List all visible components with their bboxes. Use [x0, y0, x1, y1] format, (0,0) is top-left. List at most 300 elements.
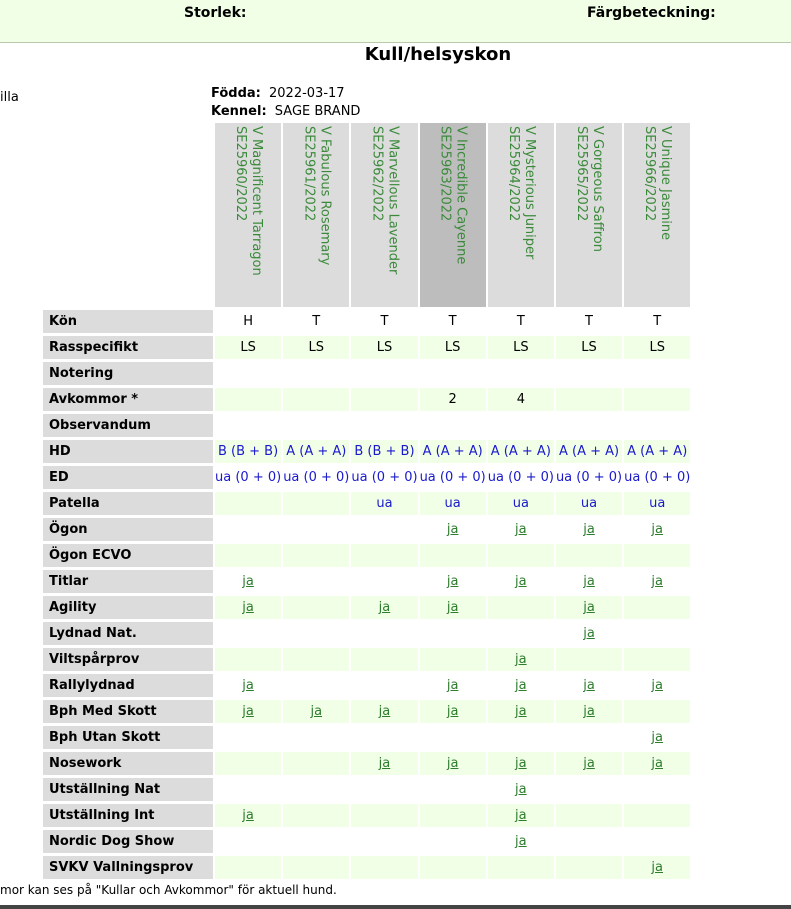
ja-link[interactable]: ja [242, 574, 254, 589]
ja-link[interactable]: ja [583, 626, 595, 641]
table-cell [351, 388, 417, 411]
siblings-table [41, 120, 692, 882]
cell-value: LS [649, 340, 665, 355]
table-cell [351, 700, 417, 723]
table-row [43, 544, 690, 567]
ja-link[interactable]: ja [446, 756, 459, 771]
table-cell [420, 362, 486, 385]
ja-link[interactable]: ja [651, 678, 663, 693]
table-cell [556, 674, 622, 697]
table-cell [215, 830, 281, 853]
table-row [43, 778, 690, 801]
table-cell [351, 466, 417, 489]
cell-value: T [448, 314, 457, 329]
row-label: SVKV Vallningsprov [43, 856, 213, 879]
table-cell [351, 804, 417, 827]
table-cell [215, 856, 281, 879]
table-cell [488, 700, 554, 723]
table-cell [283, 830, 349, 853]
table-cell [556, 778, 622, 801]
table-cell [556, 362, 622, 385]
cell-value: ua (0 + 0) [555, 470, 623, 485]
dog-name[interactable]: V Magnificent Tarragon [249, 126, 265, 276]
row-label: ED [43, 466, 213, 489]
table-cell [556, 466, 622, 489]
row-label: Utställning Int [43, 804, 213, 827]
table-cell [420, 336, 486, 359]
table-cell [420, 596, 486, 619]
table-cell [624, 700, 690, 723]
kennel [211, 104, 360, 119]
table-cell [351, 310, 417, 333]
table-cell [351, 414, 417, 437]
ja-link[interactable]: ja [583, 678, 595, 693]
table-cell [351, 362, 417, 385]
table-cell [488, 596, 554, 619]
cell-value: LS [444, 340, 461, 355]
table-cell [283, 440, 349, 463]
cell-value: ua (0 + 0) [624, 470, 691, 485]
table-cell [624, 544, 690, 567]
table-cell [283, 570, 349, 593]
table-cell [283, 388, 349, 411]
table-row [43, 440, 690, 463]
dog-header-text[interactable] [368, 126, 400, 274]
ja-link[interactable]: ja [242, 678, 254, 693]
table-cell [283, 752, 349, 775]
fargbeteckning-label: Färgbeteckning: [587, 5, 716, 21]
table-row [43, 336, 690, 359]
table-cell [556, 544, 622, 567]
table-cell [624, 804, 690, 827]
table-cell [283, 648, 349, 671]
table-cell [624, 466, 690, 489]
table-cell [215, 726, 281, 749]
row-label: Nosework [43, 752, 213, 775]
table-row [43, 362, 690, 385]
row-label: Bph Med Skott [43, 700, 213, 723]
table-cell [556, 518, 622, 541]
dog-name[interactable]: V Mysterious Juniper [521, 126, 537, 260]
table-row [43, 700, 690, 723]
cell-value: ua (0 + 0) [351, 470, 418, 485]
row-label: Ögon ECVO [43, 544, 213, 567]
ja-link[interactable]: ja [651, 730, 663, 745]
table-cell [624, 440, 690, 463]
dog-header-text[interactable] [300, 126, 332, 265]
cell-value: B (B + B) [354, 444, 415, 459]
table-cell [215, 648, 281, 671]
dog-header-cell [283, 123, 349, 307]
table-cell [351, 596, 417, 619]
dog-header-text[interactable] [505, 126, 537, 259]
table-cell [351, 830, 417, 853]
dog-header-text[interactable] [573, 126, 605, 252]
table-cell [351, 778, 417, 801]
dog-name[interactable]: V Gorgeous Saffron [590, 126, 606, 252]
table-cell [283, 622, 349, 645]
table-cell [283, 310, 349, 333]
table-cell [624, 570, 690, 593]
table-cell [420, 752, 486, 775]
table-cell [488, 466, 554, 489]
dog-reg-number[interactable]: SE25960/2022 [233, 126, 249, 222]
table-cell [215, 544, 281, 567]
table-cell [488, 310, 554, 333]
cell-value: A (A + A) [422, 444, 483, 459]
dog-reg-number[interactable]: SE25961/2022 [301, 126, 317, 222]
table-cell [215, 492, 281, 515]
cell-value: 4 [516, 392, 525, 407]
table-cell [488, 440, 554, 463]
dog-name[interactable]: V Marvellous Lavender [385, 126, 401, 275]
fodda-value: 2022-03-17 [269, 86, 345, 101]
ja-link[interactable]: ja [515, 808, 527, 823]
top-bar [0, 0, 791, 43]
table-cell [215, 518, 281, 541]
ja-link[interactable]: ja [446, 678, 459, 693]
ja-link[interactable]: ja [651, 574, 663, 589]
table-cell [215, 570, 281, 593]
table-cell [283, 414, 349, 437]
table-cell [488, 544, 554, 567]
page-title: Kull/helsyskon [364, 44, 512, 65]
table-cell [556, 336, 622, 359]
table-cell [215, 336, 281, 359]
table-cell [624, 830, 690, 853]
dog-header-text[interactable] [232, 126, 264, 276]
table-cell [215, 778, 281, 801]
table-row [43, 518, 690, 541]
ja-link[interactable]: ja [378, 756, 391, 771]
row-label: HD [43, 440, 213, 463]
table-cell [215, 414, 281, 437]
cell-value: 2 [448, 392, 457, 407]
cell-value: A (A + A) [627, 444, 688, 459]
dog-reg-number[interactable]: SE25966/2022 [642, 126, 658, 222]
table-cell [420, 544, 486, 567]
table-cell [624, 492, 690, 515]
kennel-value: SAGE BRAND [274, 104, 361, 119]
table-cell [556, 700, 622, 723]
table-cell [351, 752, 417, 775]
ja-link[interactable]: ja [446, 600, 459, 615]
ja-link[interactable]: ja [583, 756, 595, 771]
row-label: Titlar [43, 570, 213, 593]
cell-value: ua (0 + 0) [283, 470, 350, 485]
ja-link[interactable]: ja [515, 704, 527, 719]
table-row [43, 622, 690, 645]
table-cell [488, 830, 554, 853]
table-cell [624, 622, 690, 645]
table-cell [556, 440, 622, 463]
table-cell [283, 726, 349, 749]
fodda-label: Födda: [211, 86, 261, 101]
dog-header-cell [624, 123, 690, 307]
row-label: Kön [43, 310, 213, 333]
ja-link[interactable]: ja [651, 756, 663, 771]
row-label: Avkommor * [43, 388, 213, 411]
ja-link[interactable]: ja [515, 756, 527, 771]
table-row [43, 674, 690, 697]
ja-link[interactable]: ja [515, 834, 527, 849]
table-cell [215, 700, 281, 723]
ja-link[interactable]: ja [583, 522, 595, 537]
table-cell [488, 804, 554, 827]
table-cell [351, 440, 417, 463]
table-row [43, 752, 690, 775]
dog-name[interactable]: V Incredible Cayenne [453, 126, 469, 265]
table-cell [624, 674, 690, 697]
ja-link[interactable]: ja [651, 860, 663, 875]
dog-header-cell [215, 123, 281, 307]
ja-link[interactable]: ja [515, 678, 527, 693]
kennel-label: Kennel: [211, 104, 267, 119]
table-cell [420, 778, 486, 801]
cell-value: ua [376, 496, 393, 511]
dog-header-text[interactable] [437, 126, 469, 264]
table-row [43, 310, 690, 333]
table-cell [488, 752, 554, 775]
table-cell [215, 752, 281, 775]
header-row [43, 123, 690, 307]
table-row [43, 830, 690, 853]
footer-note: mor kan ses på "Kullar och Avkommor" för aktuell hund. [0, 883, 337, 897]
table-cell [624, 648, 690, 671]
ja-link[interactable]: ja [378, 704, 391, 719]
cell-value: T [516, 314, 525, 329]
table-cell [556, 414, 622, 437]
table-cell [351, 570, 417, 593]
row-label: Rallylydnad [43, 674, 213, 697]
cell-value: T [312, 314, 321, 329]
table-cell [420, 492, 486, 515]
table-cell [420, 388, 486, 411]
row-label: Nordic Dog Show [43, 830, 213, 853]
table-cell [624, 778, 690, 801]
table-cell [420, 674, 486, 697]
table-cell [624, 362, 690, 385]
table-cell [488, 856, 554, 879]
table-cell [488, 570, 554, 593]
table-cell [283, 466, 349, 489]
table-cell [624, 726, 690, 749]
ja-link[interactable]: ja [583, 574, 595, 589]
ja-link[interactable]: ja [446, 522, 459, 537]
cell-value: LS [513, 340, 529, 355]
table-cell [420, 414, 486, 437]
table-row [43, 414, 690, 437]
dog-reg-number[interactable]: SE25964/2022 [505, 126, 521, 222]
cell-value: T [653, 314, 662, 329]
table-cell [556, 804, 622, 827]
dog-header-cell [420, 123, 486, 307]
table-cell [556, 570, 622, 593]
table-cell [351, 336, 417, 359]
table-cell [624, 596, 690, 619]
table-row [43, 596, 690, 619]
ja-link[interactable]: ja [310, 704, 323, 719]
table-cell [420, 700, 486, 723]
cell-value: ua [444, 496, 461, 511]
table-cell [488, 388, 554, 411]
cell-value: A (A + A) [286, 444, 347, 459]
row-label: Rasspecifikt [43, 336, 213, 359]
table-cell [215, 388, 281, 411]
table-cell [488, 622, 554, 645]
table-cell [283, 596, 349, 619]
cell-value: ua [580, 496, 598, 511]
table-cell [488, 726, 554, 749]
table-cell [351, 622, 417, 645]
table-row [43, 804, 690, 827]
table-row [43, 466, 690, 489]
row-label: Notering [43, 362, 213, 385]
row-label: Viltspårprov [43, 648, 213, 671]
dog-header-cell [488, 123, 554, 307]
table-cell [283, 518, 349, 541]
table-cell [215, 466, 281, 489]
dog-header-text[interactable] [641, 126, 673, 240]
table-cell [351, 492, 417, 515]
table-cell [215, 596, 281, 619]
table-cell [283, 362, 349, 385]
table-cell [556, 856, 622, 879]
table-cell [215, 674, 281, 697]
table-cell [420, 570, 486, 593]
header-spacer [43, 123, 213, 307]
table-cell [488, 674, 554, 697]
row-label: Patella [43, 492, 213, 515]
table-cell [488, 414, 554, 437]
ja-link[interactable]: ja [242, 600, 254, 615]
cell-value: ua (0 + 0) [487, 470, 554, 485]
table-cell [215, 310, 281, 333]
cell-value: B (B + B) [217, 444, 279, 459]
table-cell [488, 648, 554, 671]
table-cell [215, 622, 281, 645]
ja-link[interactable]: ja [515, 782, 527, 797]
table-cell [283, 336, 349, 359]
table-cell [624, 856, 690, 879]
row-label: Observandum [43, 414, 213, 437]
cell-value: ua [649, 496, 666, 511]
ja-link[interactable]: ja [651, 522, 663, 537]
table-cell [488, 362, 554, 385]
cell-value: LS [308, 340, 325, 355]
table-cell [420, 622, 486, 645]
cell-value: T [585, 314, 593, 329]
table-cell [624, 310, 690, 333]
table-cell [624, 336, 690, 359]
left-cut-text: illa [0, 90, 19, 105]
bottom-divider [0, 905, 791, 909]
table-cell [351, 674, 417, 697]
row-label: Bph Utan Skott [43, 726, 213, 749]
ja-link[interactable]: ja [242, 704, 254, 719]
ja-link[interactable]: ja [378, 600, 391, 615]
table-cell [351, 518, 417, 541]
table-cell [420, 648, 486, 671]
dog-header-cell [556, 123, 622, 307]
ja-link[interactable]: ja [515, 574, 527, 589]
table-cell [215, 804, 281, 827]
ja-link[interactable]: ja [583, 704, 595, 719]
table-cell [420, 830, 486, 853]
dog-reg-number[interactable]: SE25963/2022 [437, 126, 453, 222]
ja-link[interactable]: ja [446, 574, 459, 589]
cell-value: LS [240, 340, 256, 355]
table-cell [556, 310, 622, 333]
table-cell [556, 622, 622, 645]
cell-value: ua (0 + 0) [419, 470, 486, 485]
table-cell [420, 310, 486, 333]
table-row [43, 726, 690, 749]
table-cell [420, 804, 486, 827]
table-cell [351, 726, 417, 749]
ja-link[interactable]: ja [242, 808, 254, 823]
dog-reg-number[interactable]: SE25965/2022 [574, 126, 590, 222]
table-cell [420, 856, 486, 879]
table-cell [283, 674, 349, 697]
table-cell [215, 440, 281, 463]
table-cell [556, 726, 622, 749]
table-cell [351, 648, 417, 671]
cell-value: LS [581, 340, 597, 355]
cell-value: H [243, 314, 253, 329]
cell-value: LS [376, 340, 393, 355]
table-cell [283, 700, 349, 723]
table-row [43, 388, 690, 411]
ja-link[interactable]: ja [515, 652, 527, 667]
ja-link[interactable]: ja [583, 600, 595, 615]
ja-link[interactable]: ja [515, 522, 527, 537]
table-cell [420, 518, 486, 541]
cell-value: ua (0 + 0) [215, 470, 282, 485]
table-cell [556, 596, 622, 619]
table-cell [420, 726, 486, 749]
table-cell [420, 440, 486, 463]
dog-reg-number[interactable]: SE25962/2022 [369, 126, 385, 222]
table-cell [556, 388, 622, 411]
table-cell [283, 778, 349, 801]
dog-header-cell [351, 123, 417, 307]
birth-date [211, 86, 345, 101]
table-row [43, 856, 690, 879]
table-cell [351, 544, 417, 567]
table-row [43, 492, 690, 515]
table-cell [624, 388, 690, 411]
table-row [43, 570, 690, 593]
table-cell [283, 856, 349, 879]
table-cell [283, 492, 349, 515]
table-cell [624, 752, 690, 775]
table-cell [624, 518, 690, 541]
ja-link[interactable]: ja [446, 704, 459, 719]
dog-name[interactable]: V Unique Jasmine [658, 126, 674, 241]
cell-value: ua [512, 496, 529, 511]
cell-value: T [380, 314, 389, 329]
table-cell [556, 830, 622, 853]
table-row [43, 648, 690, 671]
table-cell [283, 804, 349, 827]
table-cell [556, 752, 622, 775]
dog-name[interactable]: V Fabulous Rosemary [317, 126, 333, 266]
table-cell [488, 778, 554, 801]
row-label: Ögon [43, 518, 213, 541]
table-cell [624, 414, 690, 437]
row-label: Lydnad Nat. [43, 622, 213, 645]
